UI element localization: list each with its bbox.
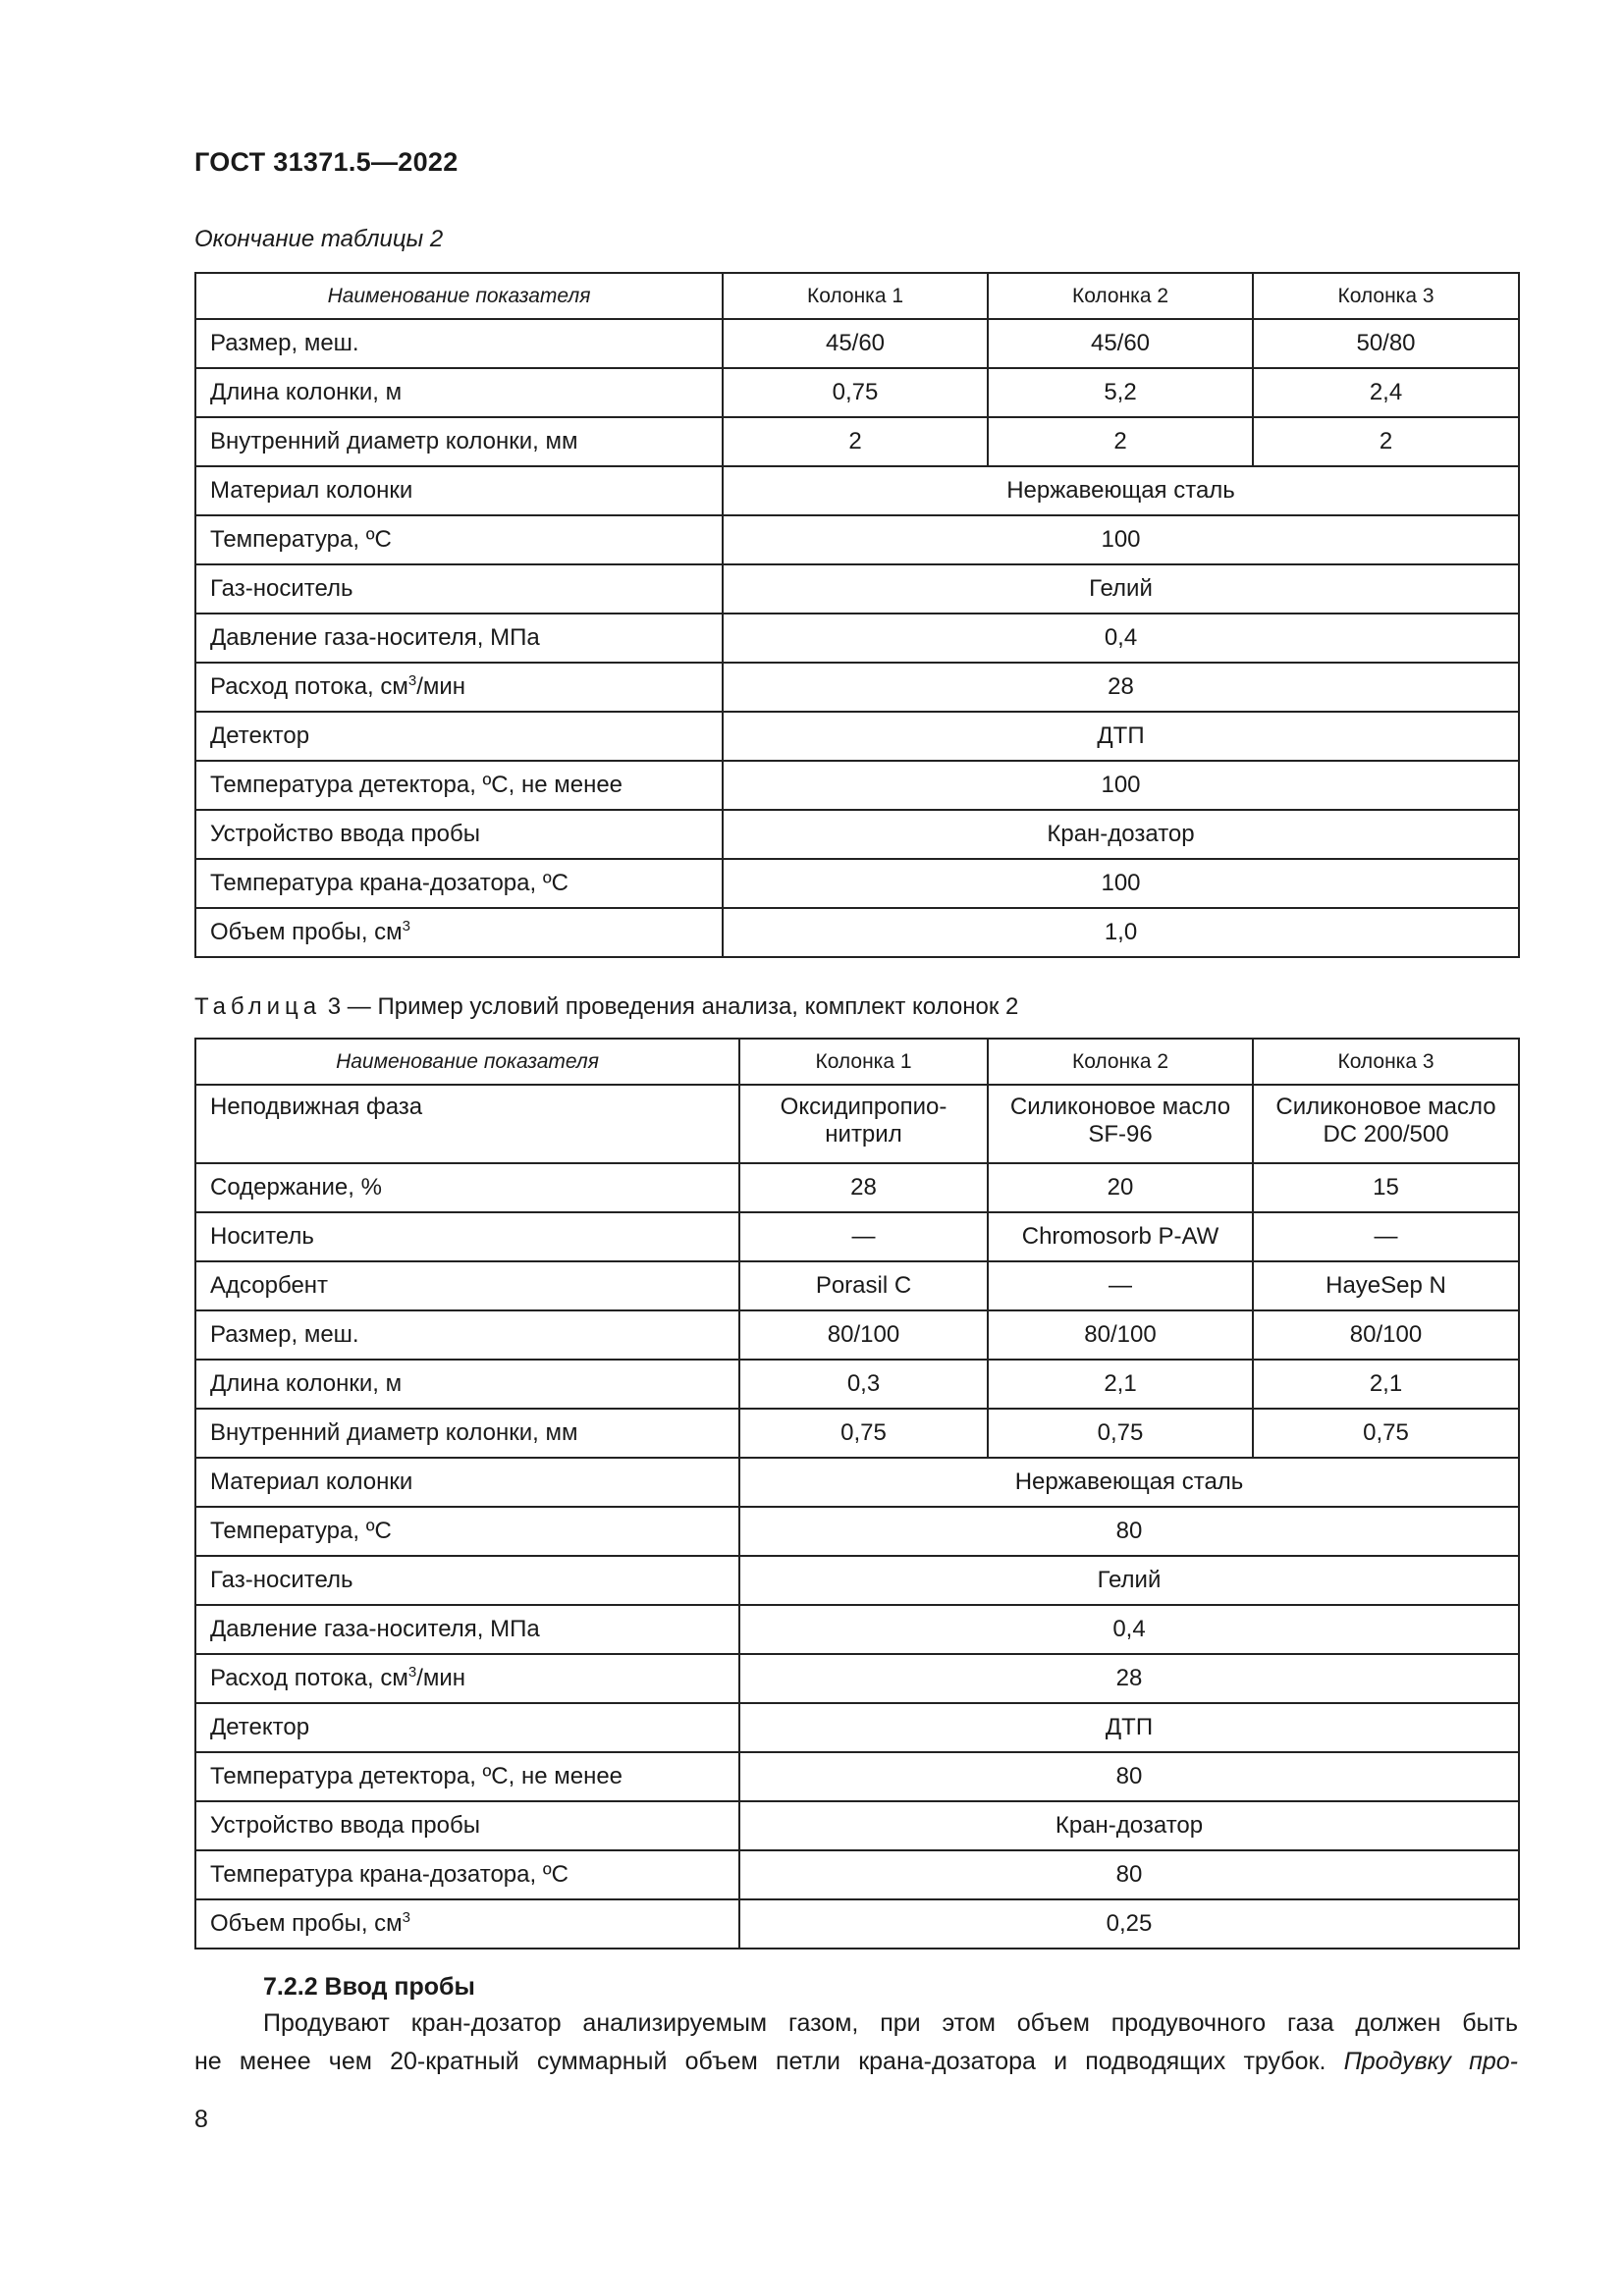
table-row [195,515,1519,564]
table-row [195,1261,1519,1310]
merged-cell: Нержавеющая сталь [723,466,1519,515]
table-row [195,614,1519,663]
merged-cell: 28 [739,1654,1519,1703]
table-row [195,859,1519,908]
table-cell: Силиконовое масло SF-96 [988,1085,1253,1163]
row-label: Содержание, % [195,1163,739,1212]
table-cell: Силиконовое масло DC 200/500 [1253,1085,1519,1163]
table-row [195,368,1519,417]
document-number: ГОСТ 31371.5—2022 [194,147,459,177]
table-cell: — [988,1261,1253,1310]
row-label: Температура крана-дозатора, ºС [195,859,723,908]
table-cell: 0,75 [1253,1409,1519,1458]
table-cell: 28 [739,1163,988,1212]
table-cell: 45/60 [723,319,988,368]
merged-cell: 28 [723,663,1519,712]
table-row [195,1752,1519,1801]
row-label: Размер, меш. [195,1310,739,1360]
table-row [195,1310,1519,1360]
row-label: Адсорбент [195,1261,739,1310]
table-row [195,417,1519,466]
column-header: Колонка 1 [739,1039,988,1085]
table-row [195,1085,1519,1163]
table-cell: 2 [723,417,988,466]
table-cell: — [739,1212,988,1261]
table-row [195,1801,1519,1850]
merged-cell: 0,4 [739,1605,1519,1654]
row-label: Носитель [195,1212,739,1261]
merged-cell: ДТП [723,712,1519,761]
row-label: Расход потока, $см^3$/мин [195,663,723,712]
table-cell: 0,3 [739,1360,988,1409]
table-row [195,1703,1519,1752]
row-label: Детектор [195,1703,739,1752]
row-label: Материал колонки [195,466,723,515]
table-cell: Porasil C [739,1261,988,1310]
table-cell: 80/100 [739,1310,988,1360]
merged-cell: 80 [739,1752,1519,1801]
merged-cell: Кран-дозатор [739,1801,1519,1850]
table-header-row [195,1039,1519,1085]
table-row [195,1654,1519,1703]
column-header: Колонка 3 [1253,273,1519,319]
merged-cell: 0,4 [723,614,1519,663]
table-cell: 20 [988,1163,1253,1212]
row-label: Длина колонки, м [195,368,723,417]
merged-cell: ДТП [739,1703,1519,1752]
row-label: Длина колонки, м [195,1360,739,1409]
row-label: Размер, меш. [195,319,723,368]
table-cell: — [1253,1212,1519,1261]
table-row [195,1163,1519,1212]
table3-caption: Таблица 3 — Пример условий проведения анализа, комплект колонок 2 [194,993,1019,1020]
table-cell: 2,1 [988,1360,1253,1409]
table-cell: 15 [1253,1163,1519,1212]
row-label: Температура, ºС [195,1507,739,1556]
table-3 [194,1038,1520,1949]
row-label: Внутренний диаметр колонки, мм [195,417,723,466]
merged-cell: 80 [739,1507,1519,1556]
table-row [195,1458,1519,1507]
table-cell: 80/100 [1253,1310,1519,1360]
table-row [195,761,1519,810]
section-heading: 7.2.2 Ввод пробы [263,1973,475,2001]
row-label: Устройство ввода пробы [195,810,723,859]
row-label: Давление газа-носителя, МПа [195,614,723,663]
table2-caption: Окончание таблицы 2 [194,226,444,252]
row-label: Внутренний диаметр колонки, мм [195,1409,739,1458]
row-label: Устройство ввода пробы [195,1801,739,1850]
table-cell: 45/60 [988,319,1253,368]
table-row [195,663,1519,712]
table-cell: 2,4 [1253,368,1519,417]
table-cell: 2,1 [1253,1360,1519,1409]
table-row [195,466,1519,515]
table-row [195,1507,1519,1556]
merged-cell: Кран-дозатор [723,810,1519,859]
table-row [195,1899,1519,1949]
table-row [195,908,1519,957]
table-cell: 2 [988,417,1253,466]
table-cell: 80/100 [988,1310,1253,1360]
column-header: Колонка 1 [723,273,988,319]
merged-cell: Нержавеющая сталь [739,1458,1519,1507]
table-row [195,1212,1519,1261]
table-row [195,1850,1519,1899]
merged-cell: 0,25 [739,1899,1519,1949]
row-label: Давление газа-носителя, МПа [195,1605,739,1654]
table-row [195,1556,1519,1605]
merged-cell: 1,0 [723,908,1519,957]
row-label: Температура детектора, ºС, не менее [195,761,723,810]
table-cell: Оксидипропио- нитрил [739,1085,988,1163]
table-cell: 2 [1253,417,1519,466]
table-2 [194,272,1520,958]
column-header: Колонка 2 [988,1039,1253,1085]
row-label: Материал колонки [195,1458,739,1507]
table-row [195,810,1519,859]
body-paragraph [194,2004,1518,2081]
table-cell: 0,75 [723,368,988,417]
row-label: Температура, ºС [195,515,723,564]
paragraph-line: не менее чем 20-кратный суммарный объем петли крана-дозатора и подводящих трубок. Продувку про- [194,2048,1519,2075]
row-label: Температура детектора, ºС, не менее [195,1752,739,1801]
table-row [195,1409,1519,1458]
row-label: Газ-носитель [195,564,723,614]
merged-cell: 100 [723,859,1519,908]
column-header: Колонка 3 [1253,1039,1519,1085]
table-row [195,1605,1519,1654]
table-cell: Chromosorb P-AW [988,1212,1253,1261]
row-label: Расход потока, $см^3$/мин [195,1654,739,1703]
table-cell: 0,75 [988,1409,1253,1458]
table-row [195,319,1519,368]
table-row [195,1360,1519,1409]
row-label: Газ-носитель [195,1556,739,1605]
table-cell: 5,2 [988,368,1253,417]
merged-cell: 80 [739,1850,1519,1899]
merged-cell: Гелий [739,1556,1519,1605]
merged-cell: 100 [723,761,1519,810]
table-header-row [195,273,1519,319]
page-number: 8 [194,2106,208,2133]
merged-cell: 100 [723,515,1519,564]
column-header: Наименование показателя [195,273,723,319]
row-label: Объем пробы, $см^3$ [195,908,723,957]
table-row [195,712,1519,761]
paragraph-line: Продувают кран-дозатор анализируемым газом, при этом объем продувочного газа должен быть [263,2009,1518,2037]
row-label: Неподвижная фаза [195,1085,739,1163]
row-label: Объем пробы, $см^3$ [195,1899,739,1949]
table-cell: 0,75 [739,1409,988,1458]
merged-cell: Гелий [723,564,1519,614]
row-label: Детектор [195,712,723,761]
table-row [195,564,1519,614]
column-header: Колонка 2 [988,273,1253,319]
table-cell: 50/80 [1253,319,1519,368]
row-label: Температура крана-дозатора, ºС [195,1850,739,1899]
table-cell: HayeSep N [1253,1261,1519,1310]
column-header: Наименование показателя [195,1039,739,1085]
